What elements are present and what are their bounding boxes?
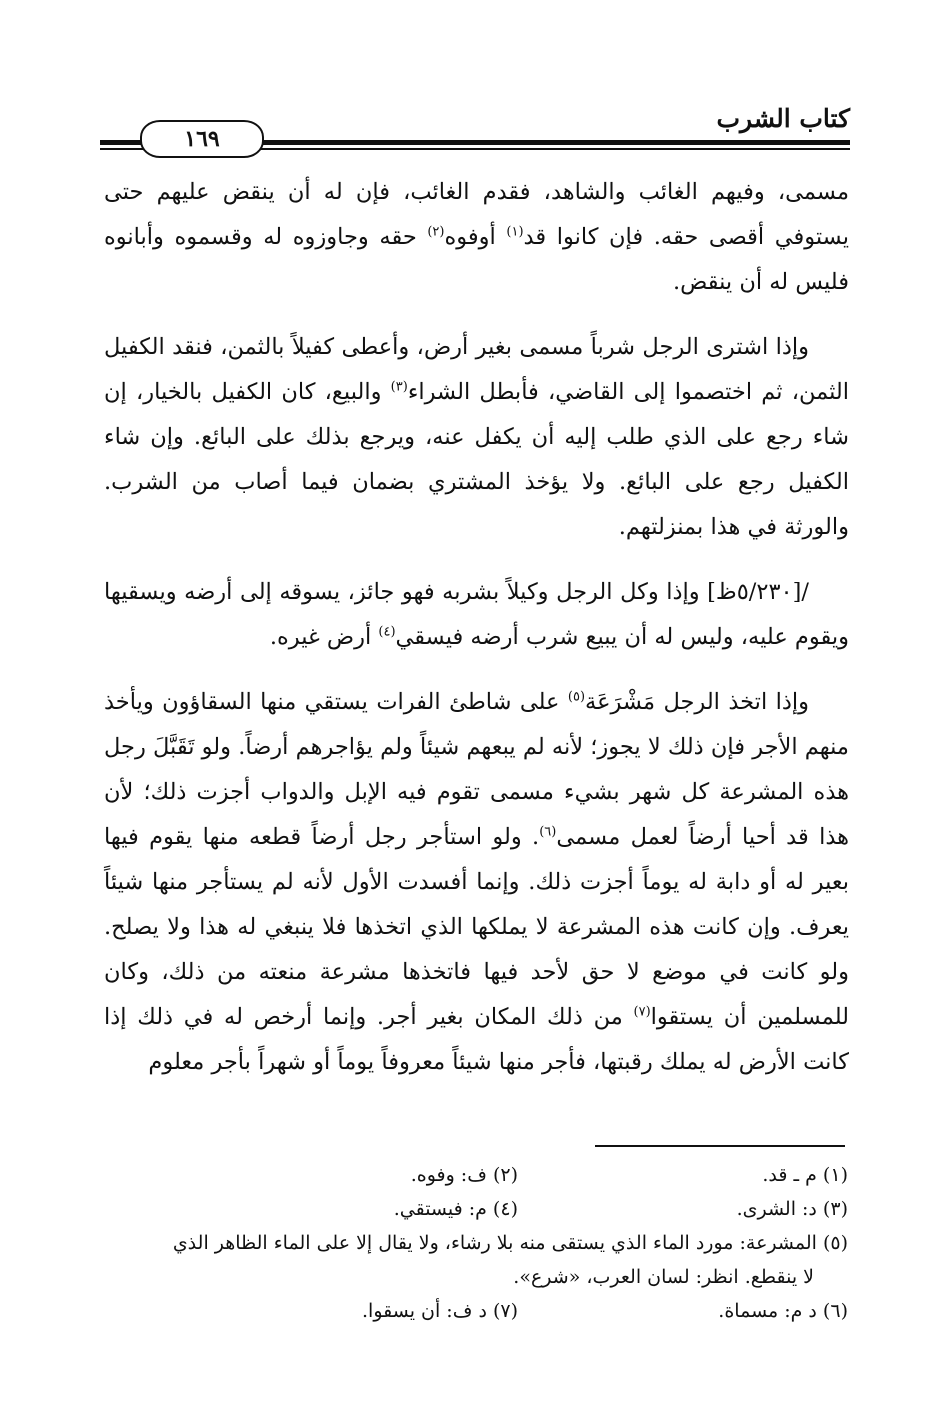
footnote-marker: (٣) xyxy=(390,379,408,395)
footnote-3: (٣) د: الشرى. xyxy=(736,1198,848,1220)
footnote-marker: (٢) xyxy=(427,224,445,240)
footnote-marker: (٦) xyxy=(539,824,557,840)
paragraph-2 xyxy=(104,325,849,550)
footnote-marker: (٥) xyxy=(567,689,586,705)
text-segment: حقه وجاوزوه له وقسموه وأبانوه فليس له أن ينقض. xyxy=(104,224,849,295)
text-segment: وإذا اتخذ الرجل مَشْرَعَة xyxy=(585,689,809,715)
footnote-1: (١) م ـ قد. xyxy=(762,1164,848,1186)
text-segment: أوفوه xyxy=(444,224,507,250)
footnotes xyxy=(100,1158,848,1328)
text-segment: وإذا اشترى الرجل شرباً مسمى بغير أرض، وأعطى كفيلاً بالثمن، فنقد الكفيل الثمن، ثم اختصموا إلى القاضي، فأبطل الشراء xyxy=(104,334,849,405)
footnote-5-line-2: لا ينقطع. انظر: لسان العرب، «شرع». xyxy=(513,1266,814,1288)
footnote-5-line-1: (٥) المشرعة: مورد الماء الذي يستقى منه بلا رشاء، ولا يقال إلا على الماء الظاهر الذي xyxy=(172,1232,848,1254)
text-segment: . ولو استأجر رجل أرضاً قطعه منها يقوم فيها بعير له أو دابة له يوماً أجزت ذلك. وإنما أفسدت الأول لأنه لم يستأجر منها شيئاً يعرف. وإن كانت هذه المشرعة لا يملكها الذي اتخذها فلا ينبغي له هذا ولا يصلح. ولو كانت في موضع لا حق لأحد فيها فاتخذها مشرعة منعته من ذلك، وكان للمسلمين أن يستقوا xyxy=(104,824,850,1030)
paragraph-1 xyxy=(104,170,849,305)
footnote-4: (٤) م: فيستقي. xyxy=(393,1198,518,1220)
footnote-2: (٢) ف: وفوه. xyxy=(410,1164,518,1186)
page-number: ١٦٩ xyxy=(140,120,264,158)
text-segment: مسمى، وفيهم الغائب والشاهد، فقدم الغائب، فإن له أن ينقض عليهم حتى يستوفي أقصى حقه. فإن كانوا قد xyxy=(104,179,850,250)
footnote-separator xyxy=(595,1145,845,1147)
text-segment: على شاطئ الفرات يستقي منها السقاؤون ويأخذ منهم الأجر فإن ذلك لا يجوز؛ لأنه لم يبعهم شيئاً ولم يؤاجرهم أرضاً. ولو تَقَبَّلَ رجل هذه المشرعة كل شهر بشيء مسمى تقوم فيه الإبل والدواب أجزت ذلك؛ لأن هذا قد أحيا أرضاً لعمل مسمى xyxy=(104,689,849,850)
main-text xyxy=(104,170,849,1105)
footnote-marker: (٧) xyxy=(633,1004,651,1020)
footnote-row xyxy=(100,1158,848,1192)
text-segment: من ذلك المكان بغير أجر. وإنما أرخص له في ذلك إذا كانت الأرض له يملك رقبتها، فأجر منها شيئاً معروفاً يوماً أو شهراً بأجر معلوم xyxy=(104,1004,849,1075)
text-segment: /[٥/٢٣٠ظ] وإذا وكل الرجل وكيلاً بشربه فهو جائز، يسوقه إلى أرضه ويسقيها ويقوم عليه، وليس له أن يبيع شرب أرضه فيسقي xyxy=(104,579,849,650)
footnote-marker: (٤) xyxy=(378,624,396,640)
text-segment: أرض غيره. xyxy=(269,624,379,650)
footnote-7: (٧) د ف: أن يسقوا. xyxy=(362,1300,518,1322)
paragraph-3 xyxy=(104,570,849,660)
footnote-marker: (١) xyxy=(506,224,524,240)
page-header xyxy=(100,98,850,154)
footnote-5 xyxy=(100,1226,848,1294)
footnote-row xyxy=(100,1192,848,1226)
running-title: كتاب الشرب xyxy=(716,104,850,133)
footnote-6: (٦) د م: مسماة. xyxy=(718,1300,848,1322)
footnote-row xyxy=(100,1294,848,1328)
text-segment: والبيع، كان الكفيل بالخيار، إن شاء رجع على الذي طلب إليه أن يكفل عنه، ويرجع بذلك على البائع. وإن شاء الكفيل رجع على البائع. ولا يؤخذ المشتري بضمان فيما أصاب من الشرب. والورثة في هذا بمنزلتهم. xyxy=(104,379,849,540)
paragraph-4 xyxy=(104,680,849,1085)
